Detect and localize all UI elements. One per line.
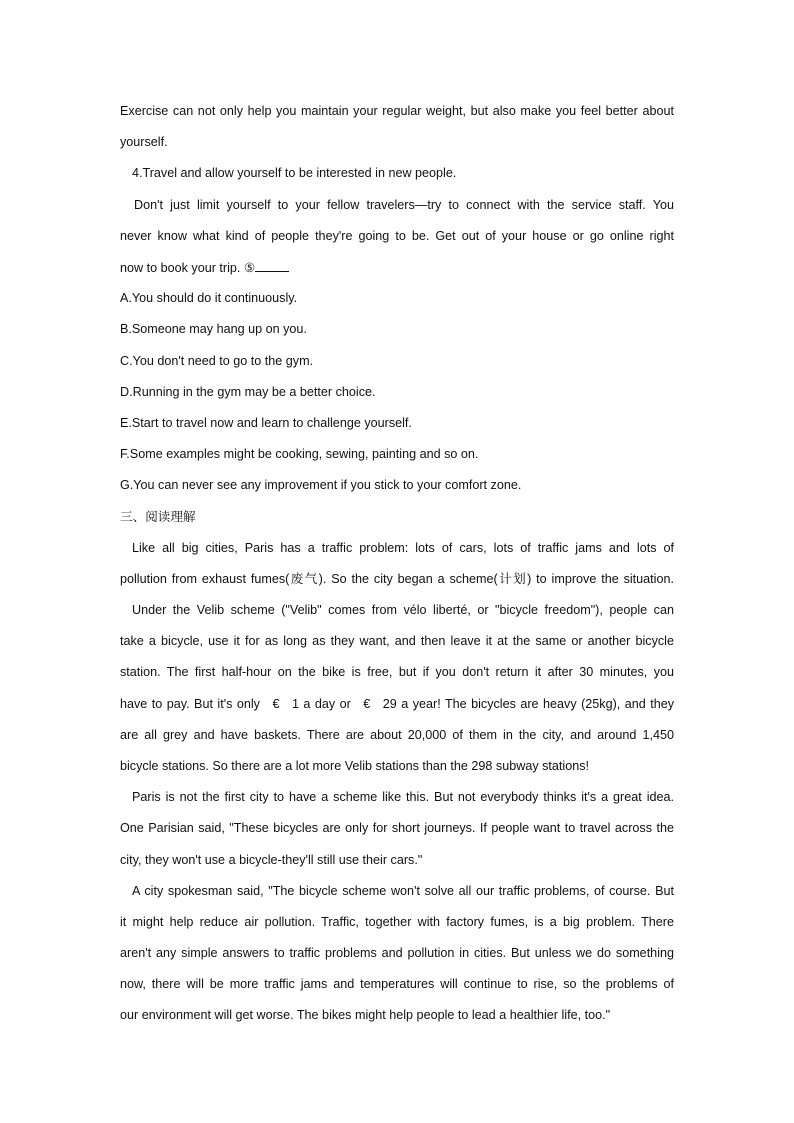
passage-line: station. The first half-hour on the bike is free, but if you don't return it after 30 minutes, you xyxy=(120,665,674,680)
text-line: Don't just limit yourself to your fellow travelers—try to connect with the service staff. You xyxy=(134,197,674,212)
passage-line: city, they won't use a bicycle-they'll still use their cars." xyxy=(120,852,423,867)
passage-line-prices xyxy=(120,689,674,720)
tip-heading: 4.Travel and allow yourself to be interested in new people. xyxy=(132,166,457,181)
text-line: yourself. xyxy=(120,135,168,150)
passage-line: bicycle stations. So there are a lot more Velib stations than the 298 subway stations! xyxy=(120,758,590,773)
passage-line: pollution from exhaust fumes(废气). So the city began a scheme(计划) to improve the situation. xyxy=(120,571,674,586)
document-page xyxy=(120,96,674,1032)
option-e: E.Start to travel now and learn to challenge yourself. xyxy=(120,415,412,430)
text-fragment: 29 a year! The bicycles are heavy (25kg), and they xyxy=(382,696,674,711)
passage-line: now, there will be more traffic jams and temperatures will continue to rise, so the problems of xyxy=(120,977,674,992)
passage-line: Like all big cities, Paris has a traffic problem: lots of cars, lots of traffic jams and lots of xyxy=(132,540,674,555)
text-fragment: have to pay. But it's only xyxy=(120,696,260,711)
euro-symbol: € xyxy=(363,696,371,711)
passage-line: our environment will get worse. The bikes might help people to lead a healthier life, too." xyxy=(120,1008,611,1023)
passage-line: Paris is not the first city to have a scheme like this. But not everybody thinks it's a great idea. xyxy=(132,790,674,805)
passage-line: take a bicycle, use it for as long as they want, and then leave it at the same or another bicycle xyxy=(120,634,674,649)
option-a: A.You should do it continuously. xyxy=(120,291,298,306)
passage-line: it might help reduce air pollution. Traffic, together with factory fumes, is a big problem. There xyxy=(120,914,674,929)
text-fragment: 1 a day or xyxy=(291,696,351,711)
section-heading: 三、阅读理解 xyxy=(120,509,196,525)
passage-line: are all grey and have baskets. There are about 20,000 of them in the city, and around 1,450 xyxy=(120,727,674,742)
passage-line: aren't any simple answers to traffic problems and pollution in cities. But unless we do something xyxy=(120,946,674,961)
option-b: B.Someone may hang up on you. xyxy=(120,322,307,337)
blank-number: ⑤ xyxy=(243,259,256,275)
passage-line: One Parisian said, "These bicycles are only for short journeys. If people want to travel across the xyxy=(120,821,674,836)
euro-symbol: € xyxy=(272,696,280,711)
passage-line: A city spokesman said, "The bicycle scheme won't solve all our traffic problems, of course. But xyxy=(132,883,674,898)
text-line: never know what kind of people they're going to be. Get out of your house or go online right xyxy=(120,228,674,243)
option-g: G.You can never see any improvement if you stick to your comfort zone. xyxy=(120,478,522,493)
option-d: D.Running in the gym may be a better choice. xyxy=(120,384,376,399)
text-line: Exercise can not only help you maintain your regular weight, but also make you feel better about xyxy=(120,104,674,118)
text-fragment: now to book your trip. xyxy=(120,260,241,275)
passage-line: Under the Velib scheme ("Velib" comes from vélo liberté, or "bicycle freedom"), people can xyxy=(132,603,674,617)
answer-blank xyxy=(255,259,289,272)
text-line-with-blank xyxy=(120,252,674,283)
option-f: F.Some examples might be cooking, sewing, painting and so on. xyxy=(120,447,479,462)
option-c: C.You don't need to go to the gym. xyxy=(120,353,314,368)
